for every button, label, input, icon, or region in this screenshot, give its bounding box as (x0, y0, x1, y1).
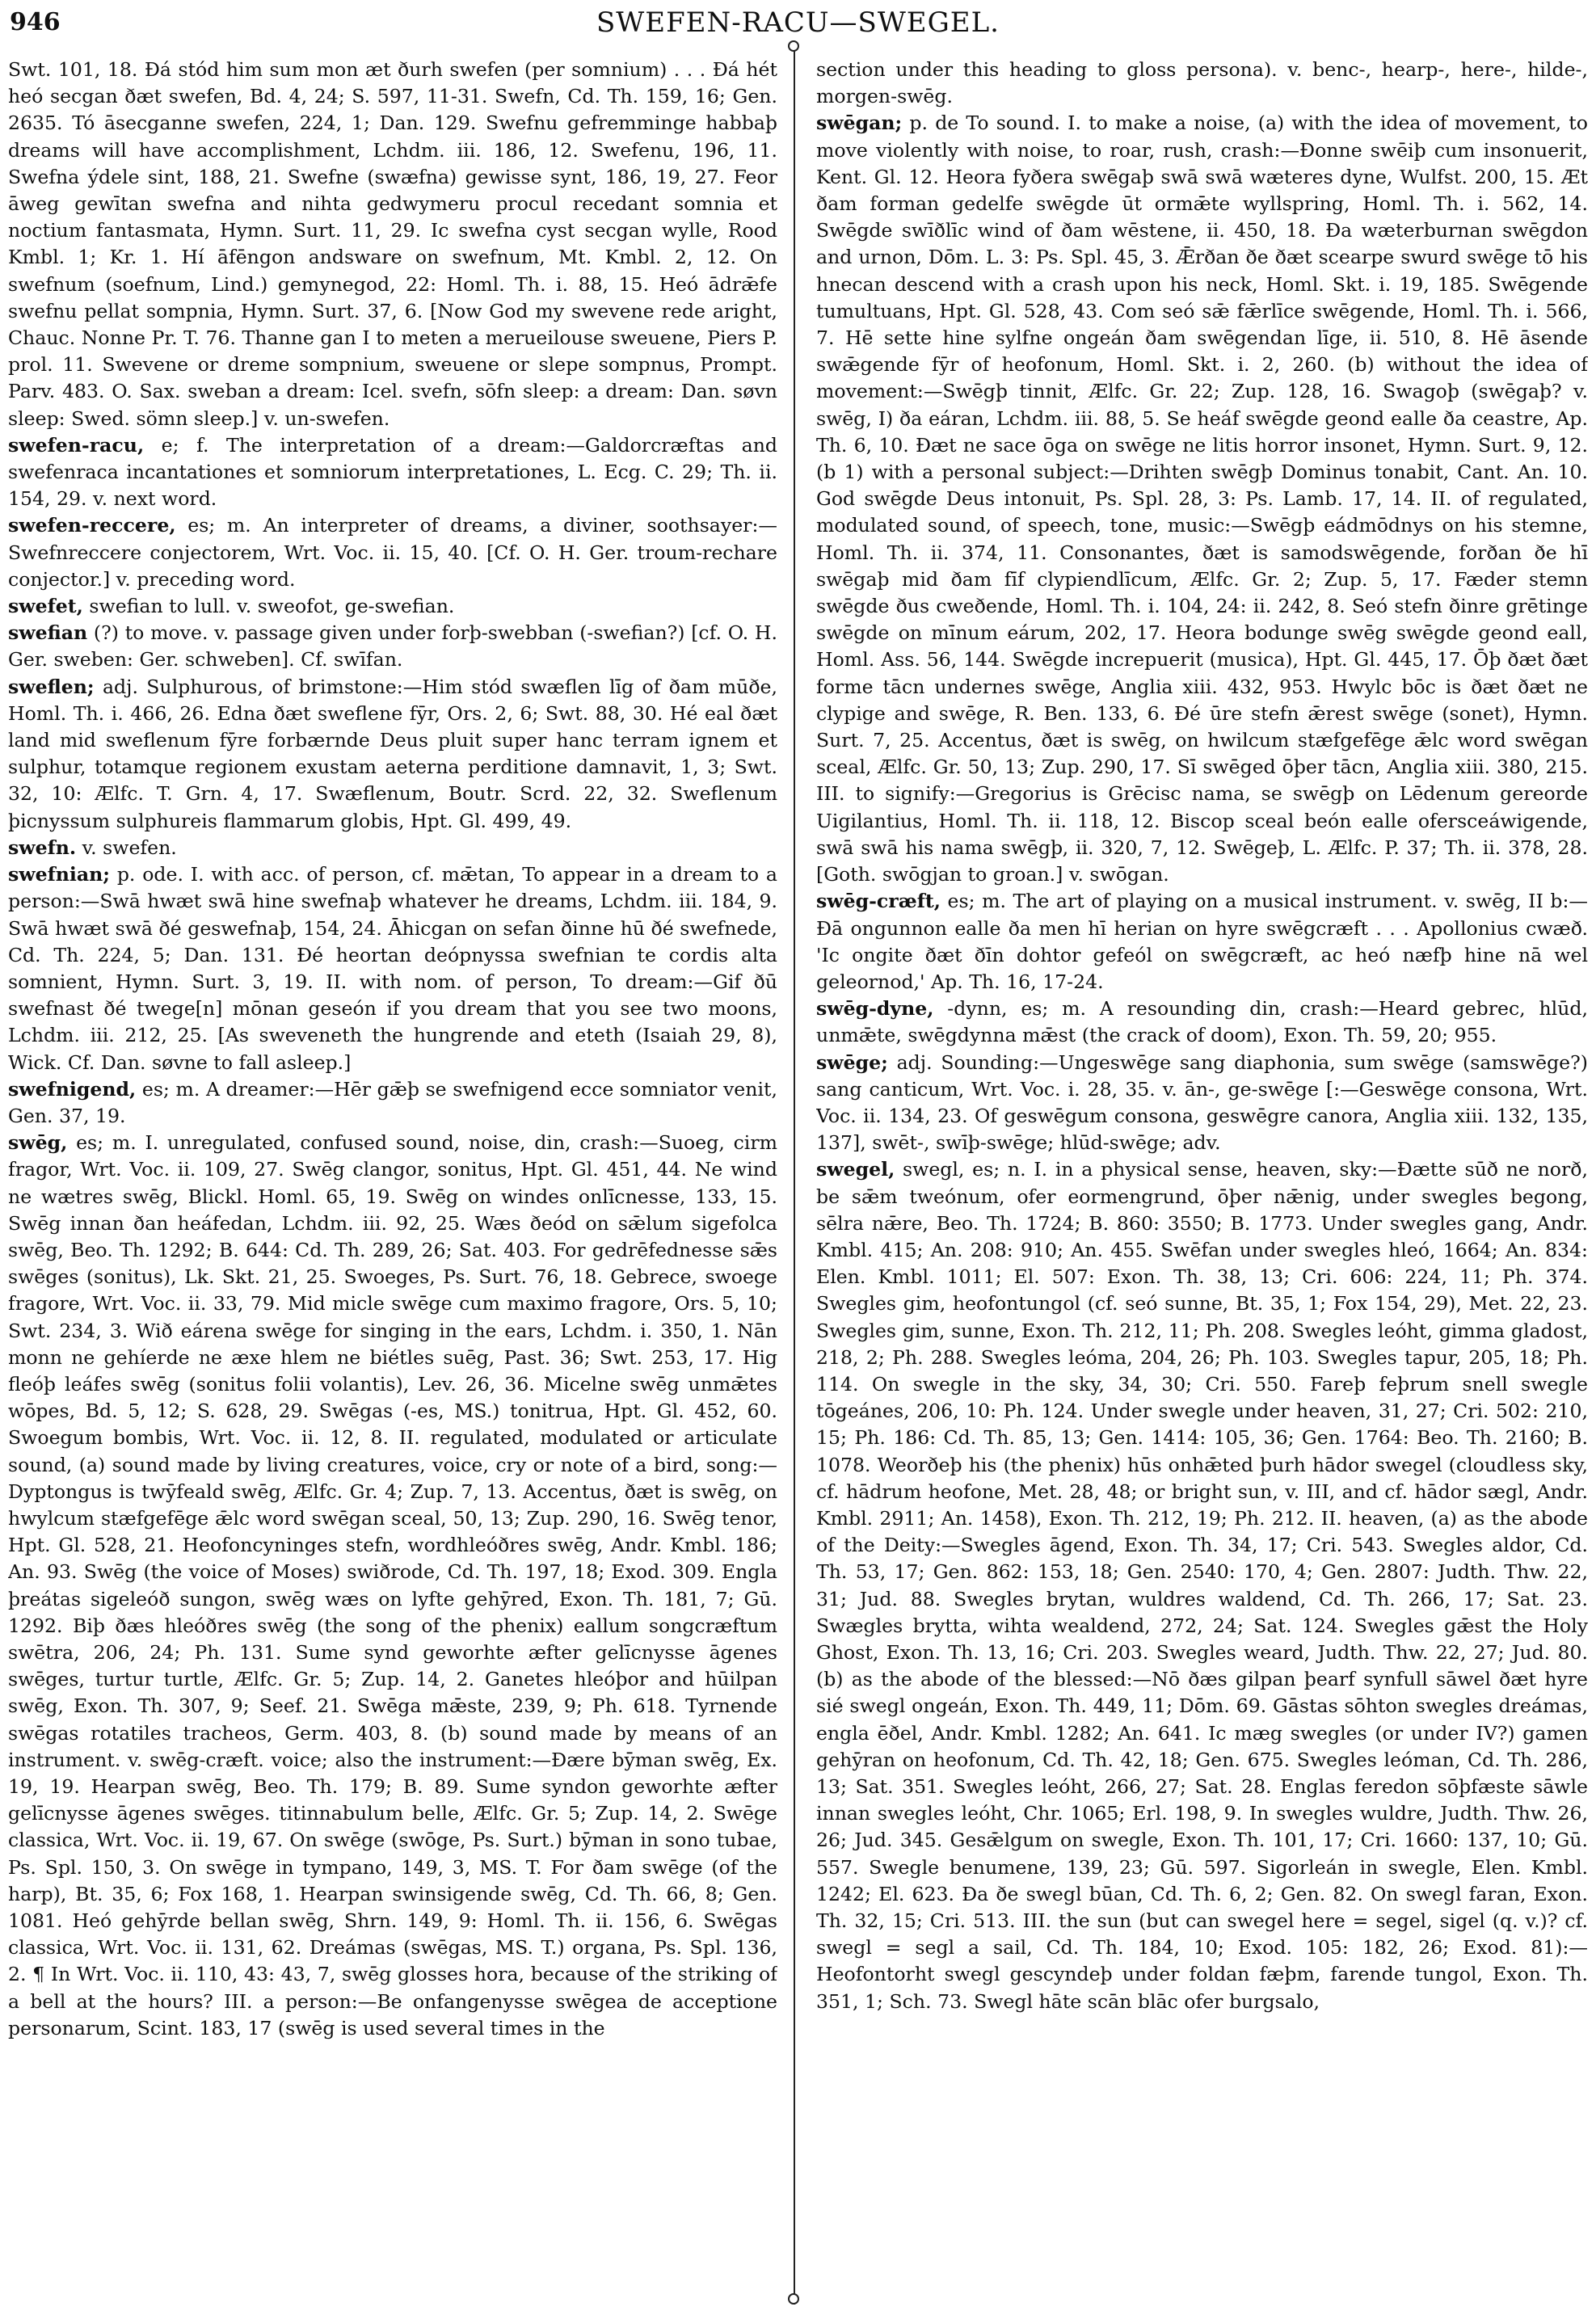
entry-swefnian (8, 861, 777, 1076)
column-divider-ornament-bottom (788, 2293, 799, 2305)
entry-text: es; m. The art of playing on a musical instrument. v. swēg, II b:—Ðā ongunnon ealle ða men hī herian on hyre swēgcræft . . . Apollonius cwæð. 'Ic ongite ðæt ðīn dohtor gefeól on swēgcræft, ac heó næfþ hine nā wel geleornod,' Ap. Th. 16, 17-24. (816, 890, 1588, 993)
entry-swefet (8, 593, 777, 620)
entry-swefen-reccere (8, 512, 777, 593)
entry-text: p. ode. I. with acc. of person, cf. mǣtan, To appear in a dream to a person:—Swā hwæt swā hine swefnaþ whatever he dreams, Lchdm. iii. 184, 9. Swā hwæt swā ðé geswefnaþ, 154, 24. Āhicgan on sefan ðinne hū ðé swefnede, Cd. Th. 224, 5; Dan. 131. Ðé heortan deópnyssa swefnian te cordis alta somnient, Hymn. Surt. 3, 19. II. with nom. of person, To dream:—Gif ðū swefnast ðé twege[n] mōnan geseón if you dream that you see two moons, Lchdm. iii. 212, 25. [As sweveneth the hungrende and eteth (Isaiah 29, 8), Wick. Cf. Dan. søvne to fall asleep.] (8, 863, 777, 1074)
entry-text: e; f. The interpretation of a dream:—Galdorcræftas and swefenraca incantationes et somniorum interpretationes, L. Ecg. C. 29; Th. ii. 154, 29. v. next word. (8, 433, 777, 511)
headword: swefen-reccere, (8, 514, 176, 537)
entry-swegel (816, 1156, 1588, 2015)
entry-swefn (8, 835, 777, 861)
headword: swēgan; (816, 112, 903, 135)
headword: swefian (8, 621, 88, 645)
entry-swege (816, 1050, 1588, 1157)
entry-text: es; m. An interpreter of dreams, a diviner, soothsayer:—Swefnreccere conjectorem, Wrt. Voc. ii. 15, 40. [Cf. O. H. Ger. troum-rechare conjector.] v. preceding word. (8, 514, 777, 591)
entry-text: adj. Sounding:—Ungeswēge sang diaphonia, sum swēge (samswēge?) sang canticum, Wrt. Voc. i. 28, 35. v. ān-, ge-swēge [:—Geswēge consona, Wrt. Voc. ii. 134, 23. Of geswēgum consona, geswēgre canora, Anglia xiii. 132, 135, 137], swēt-, swīþ-swēge; hlūd-swēge; adv. (816, 1050, 1588, 1155)
entry-text: section under this heading to gloss persona). v. benc-, hearp-, here-, hilde-, morgen-swēg. (816, 58, 1588, 108)
entry-text: swefian to lull. v. sweofot, ge-swefian. (82, 595, 455, 618)
right-column (816, 57, 1588, 2303)
headword: swefnian; (8, 863, 111, 886)
entry-text: es; m. I. unregulated, confused sound, noise, din, crash:—Suoeg, cirm fragor, Wrt. Voc. ii. 109, 27. Swēg clangor, sonitus, Hpt. Gl. 451, 44. Ne wind ne wætres swēg, Blickl. Homl. 65, 19. Swēg on windes onlīcnesse, 133, 15. Swēg innan ðan heáfedan, Lchdm. iii. 92, 25. Wæs ðeód on sǣlum sigefolca swēg, Beo. Th. 1292; B. 644: Cd. Th. 289, 26; Sat. 403. For gedrēfednesse sǣs swēges (sonitus), Lk. Skt. 21, 25. Swoeges, Ps. Surt. 76, 18. Gebrece, swoege fragore, Wrt. Voc. ii. 33, 79. Mid micle swēge cum maximo fragore, Ors. 5, 10; Swt. 234, 3. Wið eárena swēge for singing in the ears, Lchdm. i. 350, 1. Nān monn ne gehíerde ne æxe hlem ne biétles suēg, Past. 36; Swt. 253, 17. Hig fleóþ leáfes swēg (sonitus folii volantis), Lev. 26, 36. Micelne swēg unmǣtes wōpes, Bd. 5, 12; S. 628, 29. Swēgas (-es, MS.) tonitrua, Hpt. Gl. 452, 60. Swoegum bombis, Wrt. Voc. ii. 12, 8. II. regulated, modulated or articulate sound, (a) sound made by living creatures, voice, cry or note of a bird, song:—Dyptongus is twȳfeald swēg, Ælfc. Gr. 4; Zup. 7, 13. Accentus, ðæt is swēg, on hwylcum stæfgefēge ǣlc word swēgan sceal, 50, 13; Zup. 290, 16. Swēg tenor, Hpt. Gl. 528, 21. Heofoncyninges stefn, wordhleóðres swēg, Andr. Kmbl. 186; An. 93. Swēg (the voice of Moses) swiðrode, Cd. Th. 197, 18; Exod. 309. Engla þreátas sigeleóð sungon, swēg wæs on lyfte gehȳred, Exon. Th. 181, 7; Gū. 1292. Biþ ðæs hleóðres swēg (the song of the phenix) eallum songcræftum swētra, 206, 24; Ph. 131. Sume synd geworhte æfter gelīcnysse āgenes swēges, turtur turtle, Ælfc. Gr. 5; Zup. 14, 2. Ganetes hleóþor and hūilpan swēg, Exon. Th. 307, 9; Seef. 21. Swēga mǣste, 239, 9; Ph. 618. Tyrnende swēgas rotatiles tracheos, Germ. 403, 8. (b) sound made by means of an instrument. v. swēg-cræft. voice; also the instrument:—Ðære bȳman swēg, Ex. 19, 19. Hearpan swēg, Beo. Th. 179; B. 89. Sume syndon geworhte æfter gelīcnysse āgenes swēges. titinnabulum belle, Ælfc. Gr. 5; Zup. 14, 2. Swēge classica, Wrt. Voc. ii. 19, 67. On swēge (swōge, Ps. Surt.) bȳman in sono tubae, Ps. Spl. 150, 3. On swēge in tympano, 149, 3, MS. T. For ðam swēge (of the harp), Bt. 35, 6; Fox 168, 1. Hearpan swinsigende swēg, Cd. Th. 66, 8; Gen. 1081. Heó gehȳrde bellan swēg, Shrn. 149, 9: Homl. Th. ii. 156, 6. Swēgas classica, Wrt. Voc. ii. 131, 62. Dreámas (swēgas, MS. T.) organa, Ps. Spl. 136, 2. ¶ In Wrt. Voc. ii. 110, 43: 43, 7, swēg glosses hora, because of the striking of a bell at the hours? III. a person:—Be onfangenysse swēgea de acceptione personarum, Scint. 183, 17 (swēg is used several times in the (8, 1131, 777, 2039)
page-number: 946 (10, 8, 61, 36)
entry-text: Swt. 101, 18. Ðá stód him sum mon æt ðurh swefen (per somnium) . . . Ðá hét heó secgan ðæt swefen, Bd. 4, 24; S. 597, 11-31. Swefn, Cd. Th. 159, 16; Gen. 2635. Tó āsecganne swefen, 224, 1; Dan. 129. Swefnu gefremminge habbaþ dreams will have accomplishment, Lchdm. iii. 186, 12. Swefenu, 196, 11. Swefna ýdele sint, 188, 21. Swefne (swæfna) gewisse synt, 186, 19, 27. Feor āweg gewītan swefna and nihta gedwymeru procul recedant somnia et noctium fantasmata, Hymn. Surt. 11, 29. Ic swefna cyst secgan wylle, Rood Kmbl. 1; Kr. 1. Hí āfēngon andsware on swefnum, Mt. Kmbl. 2, 12. On swefnum (soefnum, Lind.) gemynegod, 22: Homl. Th. i. 88, 15. Heó ādrǣfe swefnu pellat sompnia, Hymn. Surt. 37, 6. [Now God my swevene rede aright, Chauc. Nonne Pr. T. 76. Thanne gan I to meten a merueilouse sweuene, Piers P. prol. 11. Swevene or dreme sompnium, sweuene or slepe sompnus, Prompt. Parv. 483. O. Sax. sweban a dream: Icel. svefn, sōfn sleep: a dream: Dan. søvn sleep: Swed. sömn sleep.] v. un-swefen. (8, 58, 777, 430)
column-divider (794, 50, 795, 2305)
entry-continuation (816, 57, 1588, 110)
entry-sweg-craeft (816, 888, 1588, 996)
headword: swefnigend, (8, 1077, 137, 1101)
entry-sweg-dyne (816, 996, 1588, 1049)
headword: swēg-dyne, (816, 997, 934, 1021)
entry-text: p. de To sound. I. to make a noise, (a) with the idea of movement, to move violently with noise, to roar, rush, crash:—Ðonne swēiþ cum insonuerit, Kent. Gl. 12. Heora fyðera swēgaþ swā swā wæteres dyne, Wulfst. 200, 15. Æt ðam forman gedelfe swēgde ūt ormǣte wyllspring, Homl. Th. i. 562, 14. Swēgde swīðlīc wind of ðam wēstene, ii. 450, 18. Ða wæterburnan swēgdon and urnon, Dōm. L. 3: Ps. Spl. 45, 3. Ǣrðan ðe ðæt scearpe swurd swēge tō his hnecan descend with a crash upon his neck, Homl. Skt. i. 19, 185. Swēgende tumultuans, Hpt. Gl. 528, 43. Com seó sǣ fǣrlīce swēgende, Homl. Th. i. 566, 7. Hē sette hine sylfne ongeán ðam swēgendan līge, ii. 510, 8. Hē āsende swǣgende fȳr of heofonum, Homl. Skt. i. 2, 260. (b) without the idea of movement:—Swēgþ tinnit, Ælfc. Gr. 22; Zup. 128, 16. Swagoþ (swēgaþ? v. swēg, I) ða eáran, Lchdm. iii. 88, 5. Se heáf swēgde geond ealle ða ceastre, Ap. Th. 6, 10. Ðæt ne sace ōga on swēge ne litis horror insonet, Hymn. Surt. 9, 12. (b 1) with a personal subject:—Drihten swēgþ Dominus tonabit, Cant. An. 10. God swēgde Deus intonuit, Ps. Spl. 28, 3: Ps. Lamb. 17, 14. II. of regulated, modulated sound, of speech, tone, music:—Swēgþ eádmōdnys on his stemne, Homl. Th. ii. 374, 11. Consonantes, ðæt is samodswēgende, forðan ðe hī swēgaþ mid ðam fīf clypiendlīcum, Ælfc. Gr. 2; Zup. 5, 17. Fæder stemn swēgde ðus cweðende, Homl. Th. i. 104, 24: ii. 242, 8. Seó stefn ðinre grētinge swēgde on mīnum eárum, 202, 17. Heora bodunge swēg swēgde geond eall, Homl. Ass. 56, 144. Swēgde increpuerit (musica), Hpt. Gl. 445, 17. Ōþ ðæt ðæt forme tācn undernes swēge, Anglia xiii. 432, 953. Hwylc bōc is ðæt ðæt ne clypige and swēge, R. Ben. 133, 6. Ðé ūre stefn ǣrest swēge (sonet), Hymn. Surt. 7, 25. Accentus, ðæt is swēg, on hwilcum stæfgefēge ǣlc word swēgan sceal, Ælfc. Gr. 50, 13; Zup. 290, 17. Sī swēged ōþer tācn, Anglia xiii. 380, 215. III. to signify:—Gregorius is Grēcisc nama, se swēgþ on Lēdenum gereorde Uigilantius, Homl. Th. ii. 118, 12. Biscop sceal beón ealle ofersceáwigende, swā swā his nama swēgþ, ii. 320, 7, 12. Swēgeþ, L. Ælfc. P. 37; Th. ii. 378, 28. [Goth. swōgjan to groan.] v. swōgan. (816, 112, 1588, 886)
headword: swefn. (8, 836, 77, 859)
entry-swefen-racu (8, 432, 777, 513)
entry-sweflen (8, 674, 777, 835)
entry-text: -dynn, es; m. A resounding din, crash:—Heard gebrec, hlūd, unmǣte, swēgdynna mǣst (the crack of doom), Exon. Th. 59, 20; 955. (816, 997, 1588, 1047)
entry-sweg (8, 1130, 777, 2042)
entry-text: swegl, es; n. I. in a physical sense, heaven, sky:—Ðætte sūð ne norð, be sǣm tweónum, ofer eormengrund, ōþer nǣnig, under swegles begong, sēlra nǣre, Beo. Th. 1724; B. 860: 3550; B. 1773. Under swegles gang, Andr. Kmbl. 415; An. 208: 910; An. 455. Swēfan under swegles hleó, 1664; An. 834: Elen. Kmbl. 1011; El. 507: Exon. Th. 38, 13; Cri. 606: 224, 11; Ph. 374. Swegles gim, heofontungol (cf. seó sunne, Bt. 35, 1; Fox 154, 29), Met. 22, 23. Swegles gim, sunne, Exon. Th. 212, 11; Ph. 208. Swegles leóht, gimma gladost, 218, 2; Ph. 288. Swegles leóma, 204, 26; Ph. 103. Swegles tapur, 205, 18; Ph. 114. On swegle in the sky, 34, 30; Cri. 550. Fareþ feþrum snell swegle tōgeánes, 206, 10: Ph. 124. Under swegle under heaven, 31, 27; Cri. 502: 210, 15; Ph. 186: Cd. Th. 85, 13; Gen. 1414: 105, 36; Gen. 1764: Beo. Th. 2160; B. 1078. Weorðeþ his (the phenix) hūs onhǣted þurh hādor swegel (cloudless sky, cf. hādrum heofone, Met. 28, 48; or bright sun, v. III, and cf. hādor sægl, Andr. Kmbl. 2911; An. 1458), Exon. Th. 212, 19; Ph. 212. II. heaven, (a) as the abode of the Deity:—Swegles āgend, Exon. Th. 34, 17; Cri. 543. Swegles aldor, Cd. Th. 53, 17; Gen. 862: 153, 18; Gen. 2540: 170, 4; Gen. 2807: Judth. Thw. 22, 31; Jud. 88. Swegles brytan, wuldres waldend, Cd. Th. 266, 17; Sat. 23. Swægles brytta, wihta wealdend, 272, 24; Sat. 124. Swegles gǣst the Holy Ghost, Exon. Th. 13, 16; Cri. 203. Swegles weard, Judth. Thw. 22, 27; Jud. 80. (b) as the abode of the blessed:—Nō ðæs gilpan þearf synfull sāwel ðæt hyre sié swegl ongeán, Exon. Th. 449, 11; Dōm. 69. Gāstas sōhton swegles dreámas, engla ēðel, Andr. Kmbl. 1282; An. 641. Ic mæg swegles (or under IV?) gamen gehȳran on heofonum, Cd. Th. 42, 18; Gen. 675. Swegles leóman, Cd. Th. 286, 13; Sat. 351. Swegles leóht, 266, 27; Sat. 28. Englas feredon sōþfæste sāwle innan swegles leóht, Chr. 1065; Erl. 198, 9. In swegles wuldre, Judth. Thw. 26, 26; Jud. 345. Gesǣlgum on swegle, Exon. Th. 101, 17; Cri. 1660: 137, 10; Gū. 557. Swegle benumene, 139, 23; Gū. 597. Sigorleán in swegle, Elen. Kmbl. 1242; El. 623. Ða ðe swegl būan, Cd. Th. 6, 2; Gen. 82. On swegl faran, Exon. Th. 32, 15; Cri. 513. III. the sun (but can swegel here = segel, sigel (q. v.)? cf. swegl = segl a sail, Cd. Th. 184, 10; Exod. 105: 182, 26; Exod. 81):—Heofontorht swegl gescyndeþ under foldan fæþm, farende tungol, Exon. Th. 351, 1; Sch. 73. Swegl hāte scān blāc ofer burgsalo, (816, 1158, 1588, 2013)
page-header (8, 3, 1588, 45)
entry-continuation (8, 57, 777, 432)
entry-text: (?) to move. v. passage given under forþ-swebban (-swefian?) [cf. O. H. Ger. sweben: Ger. schweben]. Cf. swīfan. (8, 621, 777, 671)
headword: sweflen; (8, 675, 95, 698)
headword: swēg-cræft, (816, 890, 941, 913)
entry-text: es; m. A dreamer:—Hēr gǣþ se swefnigend ecce somniator venit, Gen. 37, 19. (8, 1077, 777, 1127)
entry-text: v. swefen. (76, 836, 177, 859)
left-column (8, 57, 777, 2303)
headword: swegel, (816, 1158, 895, 1181)
entry-swefnigend (8, 1076, 777, 1130)
headword: swēg, (8, 1131, 68, 1155)
running-title: SWEFEN-RACU—SWEGEL. (596, 6, 1000, 39)
headword: swefen-racu, (8, 433, 145, 457)
entry-text: adj. Sulphurous, of brimstone:—Him stód swæflen līg of ðam mūðe, Homl. Th. i. 466, 26. Edna ðæt sweflene fȳr, Ors. 2, 6; Swt. 88, 30. Hé eal ðæt land mid sweflenum fȳre forbærnde Deus pluit super hanc terram ignem et sulphur, totamque regionem exustam aeterna perditione damnavit, 1, 3; Swt. 32, 10: Ælfc. T. Grn. 4, 17. Swæflenum, Boutr. Scrd. 22, 32. Sweflenum þicnyssum sulphureis flammarum globis, Hpt. Gl. 499, 49. (8, 675, 777, 832)
headword: swēge; (816, 1050, 888, 1074)
entry-swefian (8, 620, 777, 673)
entry-swegan (816, 110, 1588, 888)
headword: swefet, (8, 595, 83, 618)
